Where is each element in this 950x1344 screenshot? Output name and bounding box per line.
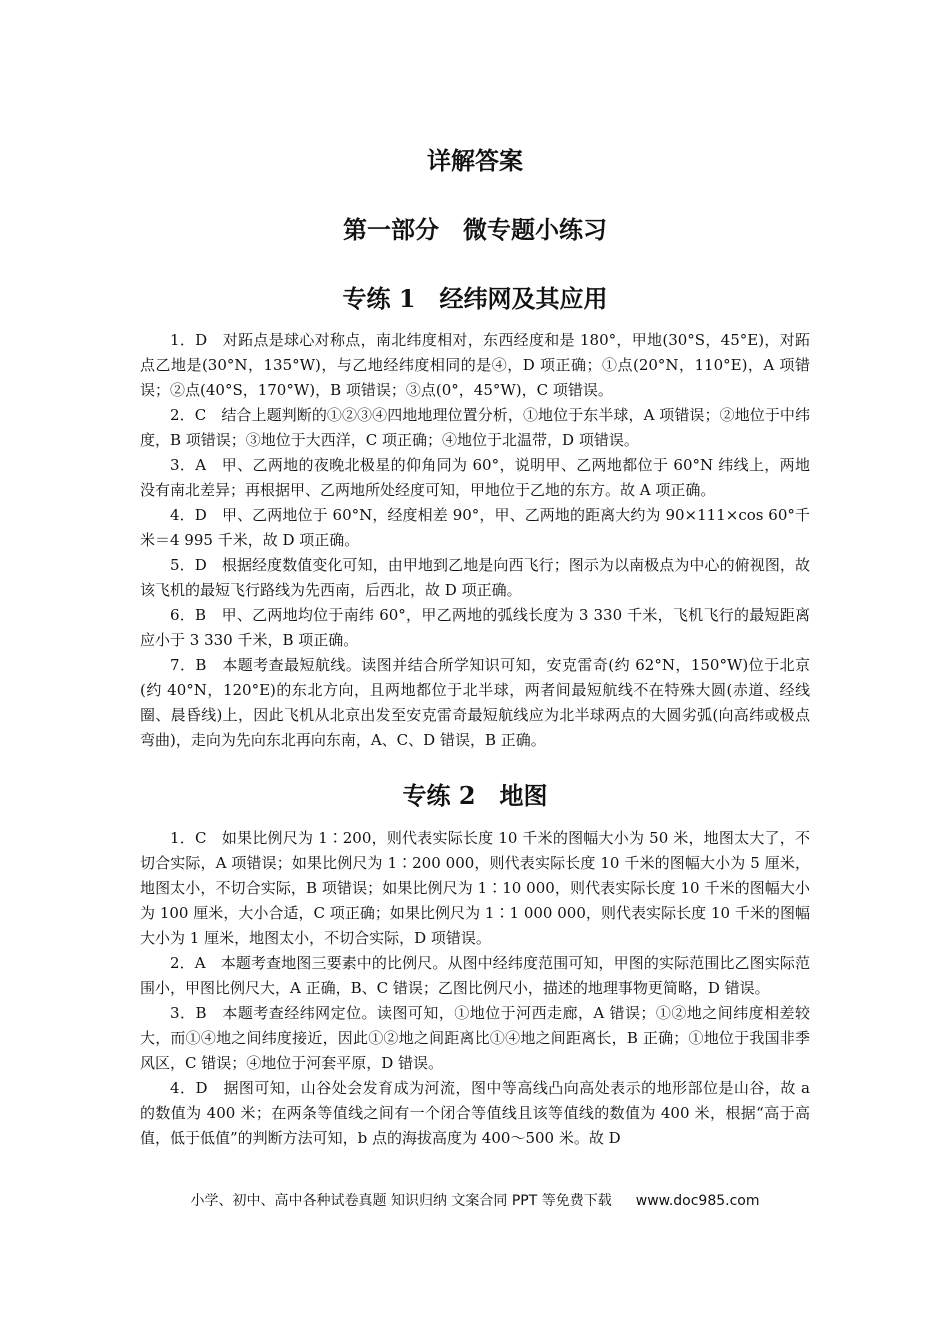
answer-paragraph: 4．D 据图可知，山谷处会发育成为河流，图中等高线凸向高处表示的地形部位是山谷，故 a 的数值为 400 米；在两条等值线之间有一个闭合等值线且该等值线的数值为 400 米，根据“高于高值，低于低值”的判断方法可知，b 点的海拔高度为 400～500 米。故 D [140, 1079, 810, 1147]
footer-url[interactable]: www.doc985.com [635, 1193, 760, 1209]
answer-paragraph: 7．B 本题考查最短航线。读图并结合所学知识可知，安克雷奇(约 62°N，150°W)位于北京(约 40°N，120°E)的东北方向，且两地都位于北半球，两者间最短航线不在特殊大圆(赤道、经线圈、晨昏线)上，因此飞机从北京出发至安克雷奇最短航线应为北半球两点的大圆劣弧(向高纬或极点弯曲)，走向为先向东北再向东南，A、C、D 错误，B 正确。 [140, 656, 810, 749]
section-2-body [140, 826, 810, 1151]
answer-paragraph: 5．D 根据经度数值变化可知，由甲地到乙地是向西飞行；图示为以南极点为中心的俯视图，故该飞机的最短飞行路线为先西南，后西北，故 D 项正确。 [140, 556, 810, 599]
footer-text: 小学、初中、高中各种试卷真题 知识归纳 文案合同 PPT 等免费下载 [190, 1193, 612, 1209]
answer-paragraph: 2．A 本题考查地图三要素中的比例尺。从图中经纬度范围可知，甲图的实际范围比乙图实际范围小，甲图比例尺大，A 正确，B、C 错误；乙图比例尺小，描述的地理事物更简略，D 错误。 [140, 954, 810, 997]
answer-paragraph: 3．A 甲、乙两地的夜晚北极星的仰角同为 60°，说明甲、乙两地都位于 60°N 纬线上，两地没有南北差异；再根据甲、乙两地所处经度可知，甲地位于乙地的东方。故 A 项正确。 [140, 456, 810, 499]
answer-paragraph: 1．D 对跖点是球心对称点，南北纬度相对，东西经度和是 180°，甲地(30°S，45°E)，对跖点乙地是(30°N，135°W)，与乙地经纬度相同的是④，D 项正确；①点(20°N，110°E)，A 项错误；②点(40°S，170°W)，B 项错误；③点(0°，45°W)，C 项错误。 [140, 331, 810, 399]
answer-paragraph: 4．D 甲、乙两地位于 60°N，经度相差 90°，甲、乙两地的距离大约为 90×111×cos 60°千米＝4 995 千米，故 D 项正确。 [140, 506, 810, 549]
section-heading-1: 专练 1 经纬网及其应用 [342, 284, 608, 313]
page-footer [0, 1190, 950, 1212]
document-title: 详解答案 [427, 146, 523, 175]
answer-paragraph: 3．B 本题考查经纬网定位。读图可知，①地位于河西走廊，A 错误；①②地之间纬度相差较大，而①④地之间纬度接近，因此①②地之间距离比①④地之间距离长，B 正确；①地位于我国非季风区，C 错误；④地位于河套平原，D 错误。 [140, 1004, 810, 1072]
answer-paragraph: 6．B 甲、乙两地均位于南纬 60°，甲乙两地的弧线长度为 3 330 千米，飞机飞行的最短距离应小于 3 330 千米，B 项正确。 [140, 606, 810, 649]
answer-paragraph: 1．C 如果比例尺为 1∶200，则代表实际长度 10 千米的图幅大小为 50 米，地图太大了，不切合实际，A 项错误；如果比例尺为 1∶200 000，则代表实际长度 10 千米的图幅大小为 5 厘米，地图太小，不切合实际，B 项错误；如果比例尺为 1∶10 000，则代表实际长度 10 千米的图幅大小为 100 厘米，大小合适，C 项正确；如果比例尺为 1∶1 000 000，则代表实际长度 10 千米的图幅大小为 1 厘米，地图太小，不切合实际，D 项错误。 [140, 829, 810, 947]
section-heading-2: 专练 2 地图 [402, 781, 548, 810]
part-title: 第一部分 微专题小练习 [343, 215, 607, 244]
section-1-body [140, 328, 810, 753]
answer-paragraph: 2．C 结合上题判断的①②③④四地地理位置分析，①地位于东半球，A 项错误；②地位于中纬度，B 项错误；③地位于大西洋，C 项正确；④地位于北温带，D 项错误。 [140, 406, 810, 449]
